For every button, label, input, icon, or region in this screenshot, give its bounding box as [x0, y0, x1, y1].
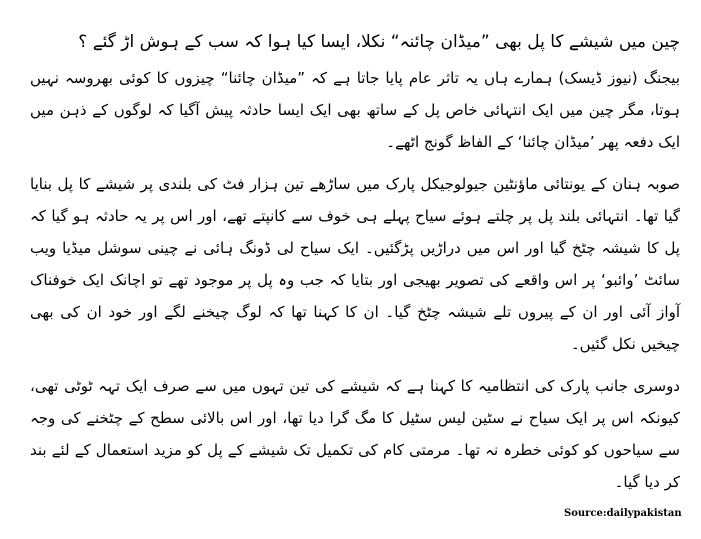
article-paragraph: بیجنگ (نیوز ڈیسک) ہمارے ہاں یہ تاثر عام پایا جاتا ہے کہ ”میڈان چائنا“ چیزوں کا کوئی بھروسہ نہیں ہوتا، مگر چین میں ایک انتہائی خاص پل کے ساتھ بھی ایک ایسا حادثہ پیش آگیا کہ لوگوں کے ذہن میں ایک دفعہ پھر ’میڈان چائنا‘ کے الفاظ گونج اٹھے۔ [30, 69, 680, 151]
article-paragraph: صوبہ ہنان کے یونتائی ماﺅنٹین جیولوجیکل پارک میں ساڑھے تین ہزار فٹ کی بلندی پر شیشے کا پل بنایا گیا تھا۔ انتہائی بلند پل پر چلتے ہوئے سیاح پہلے ہی خوف سے کانپتے تھے، اور اس پر یہ حادثہ ہو گیا کہ پل کا شیشہ چٹخ گیا اور اس میں دراڑیں پڑگئیں۔ ایک سیاح لی ڈونگ ہائی نے چینی سوشل میڈیا ویب سائٹ ’وائبو‘ پر اس واقعے کی تصویر بھیجی اور بتایا کہ جب وہ پل پر موجود تھے تو اچانک ایک خوفناک آواز آئی اور ان کے پیروں تلے شیشہ چٹخ گیا۔ ان کا کہنا تھا کہ لوگ چیخنے لگے اور خود ان کی بھی چیخیں نکل گئیں۔ [30, 175, 680, 353]
source-credit: Source:dailypakistan [564, 508, 682, 519]
article [30, 30, 680, 508]
article-paragraph: دوسری جانب پارک کی انتظامیہ کا کہنا ہے کہ شیشے کی تین تہوں میں سے صرف ایک تہہ ٹوٹی تھی، کیونکہ اس پر ایک سیاح نے سٹین لیس سٹیل کا مگ گرا دیا تھا، اور اس بالائی سطح کے چٹخنے کی وجہ سے سیاحوں کو کوئی خطرہ نہ تھا۔ مرمتی کام کی تکمیل تک شیشے کے پل کو مزید استعمال کے لئے بند کر دیا گیا۔ [30, 377, 680, 491]
article-title: چین میں شیشے کا پل بھی ”میڈان چائنہ“ نکلا، ایسا کیا ہوا کہ سب کے ہوش اڑ گئے ؟ [78, 32, 680, 52]
